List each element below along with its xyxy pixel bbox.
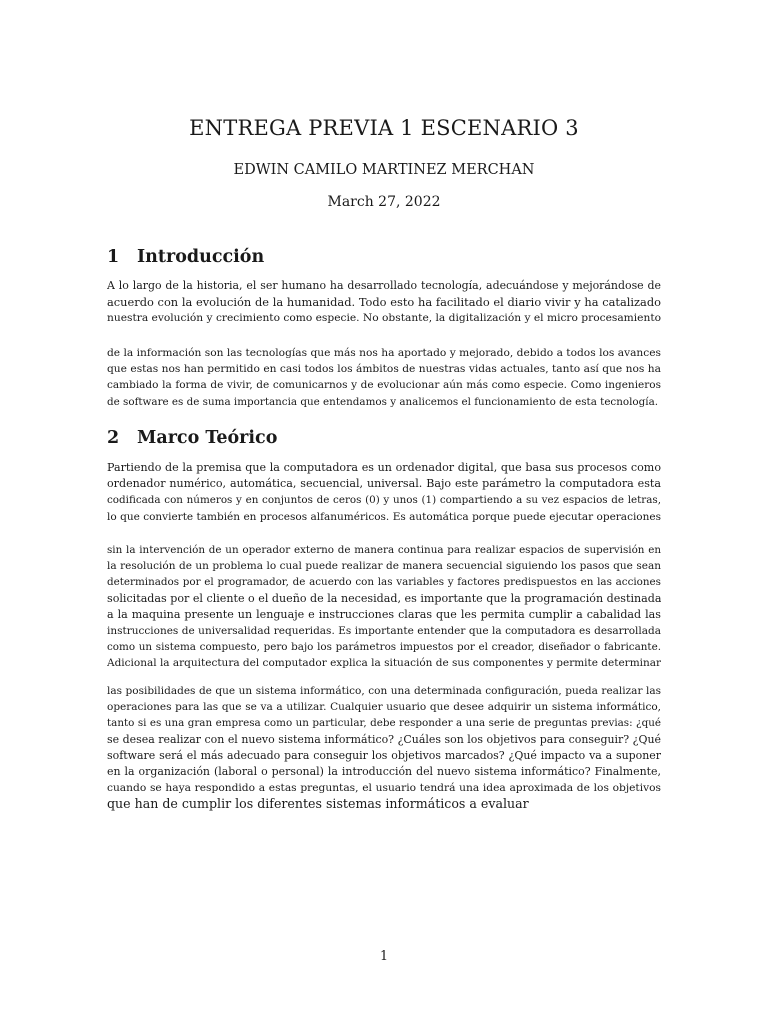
section-title: Introducción <box>137 247 265 267</box>
text-line: las posibilidades de que un sistema informático, con una determinada configuración, pueda realizar las <box>107 685 661 697</box>
text-line: instrucciones de universalidad requeridas. Es importante entender que la computadora es desarrollada <box>107 625 661 638</box>
paragraph <box>107 683 661 813</box>
section-heading-introduccion <box>107 247 264 267</box>
text-line: tanto si es una gran empresa como un particular, debe responder a una serie de preguntas previas: ¿qué <box>107 717 661 730</box>
text-line: codificada con números y en conjuntos de ceros (0) y unos (1) compartiendo a su vez espacios de letras, <box>107 494 661 507</box>
paragraph <box>107 345 661 410</box>
section-number: 1 <box>107 247 120 267</box>
text-line: de la información son las tecnologías que más nos ha aportado y mejorado, debido a todos los avances <box>107 346 661 359</box>
text-line: A lo largo de la historia, el ser humano ha desarrollado tecnología, adecuándose y mejorándose de <box>107 279 661 292</box>
text-line: como un sistema compuesto, pero bajo los parámetros impuestos por el creador, diseñador o fabricante. <box>107 641 661 654</box>
text-line: Adicional la arquitectura del computador explica la situación de sus componentes y permite determinar <box>107 657 661 670</box>
section-heading-marco-teorico <box>107 428 277 448</box>
document-date: March 27, 2022 <box>327 194 441 210</box>
paragraph <box>107 542 661 672</box>
text-line: en la organización (laboral o personal) la introducción del nuevo sistema informático? Finalmente, <box>107 765 661 779</box>
text-line: nuestra evolución y crecimiento como especie. No obstante, la digitalización y el micro procesamiento <box>107 311 661 325</box>
text-line: lo que convierte también en procesos alfanuméricos. Es automática porque puede ejecutar operaciones <box>107 510 661 523</box>
document-author: EDWIN CAMILO MARTINEZ MERCHAN <box>233 162 535 178</box>
document-title: ENTREGA PREVIA 1 ESCENARIO 3 <box>189 116 579 140</box>
text-line: determinados por el programador, de acuerdo con las variables y factores predispuestos en las acciones <box>107 576 661 589</box>
text-line: a la maquina presente un lenguaje e instrucciones claras que les permita cumplir a cabalidad las <box>107 607 661 621</box>
page-number: 1 <box>379 948 388 963</box>
text-line: solicitadas por el cliente o el dueño de la necesidad, es importante que la programación destinada <box>107 591 661 605</box>
text-line: que estas nos han permitido en casi todos los ámbitos de nuestras vidas actuales, tanto así que nos ha <box>107 362 661 376</box>
text-line: acuerdo con la evolución de la humanidad. Todo esto ha facilitado el diario vivir y ha catalizado <box>107 295 661 310</box>
text-line: operaciones para las que se va a utilizar. Cualquier usuario que desee adquirir un sistema informático, <box>107 701 661 714</box>
text-line: sin la intervención de un operador externo de manera continua para realizar espacios de supervisión en <box>107 544 661 556</box>
text-line: ordenador numérico, automática, secuencial, universal. Bajo este parámetro la computadora esta <box>107 477 661 491</box>
text-line: cambiado la forma de vivir, de comunicarnos y de evolucionar aún más como especie. Como ingenieros <box>107 379 661 392</box>
text-line: de software es de suma importancia que entendamos y analicemos el funcionamiento de esta tecnología. <box>107 395 659 408</box>
text-line: cuando se haya respondido a estas preguntas, el usuario tendrá una idea aproximada de los objetivos <box>107 781 661 795</box>
text-line: se desea realizar con el nuevo sistema informático? ¿Cuáles son los objetivos para conseguir? ¿Qué <box>107 732 661 746</box>
section-number: 2 <box>107 428 120 448</box>
paragraph <box>107 460 661 525</box>
paragraph <box>107 278 661 327</box>
section-title: Marco Teórico <box>137 428 278 448</box>
text-line: que han de cumplir los diferentes sistemas informáticos a evaluar <box>107 796 529 812</box>
text-line: software será el más adecuado para conseguir los objetivos marcados? ¿Qué impacto va a suponer <box>107 748 661 762</box>
text-line: Partiendo de la premisa que la computadora es un ordenador digital, que basa sus procesos como <box>107 461 661 474</box>
text-line: la resolución de un problema lo cual puede realizar de manera secuencial siguiendo los pasos que sean <box>107 560 661 573</box>
